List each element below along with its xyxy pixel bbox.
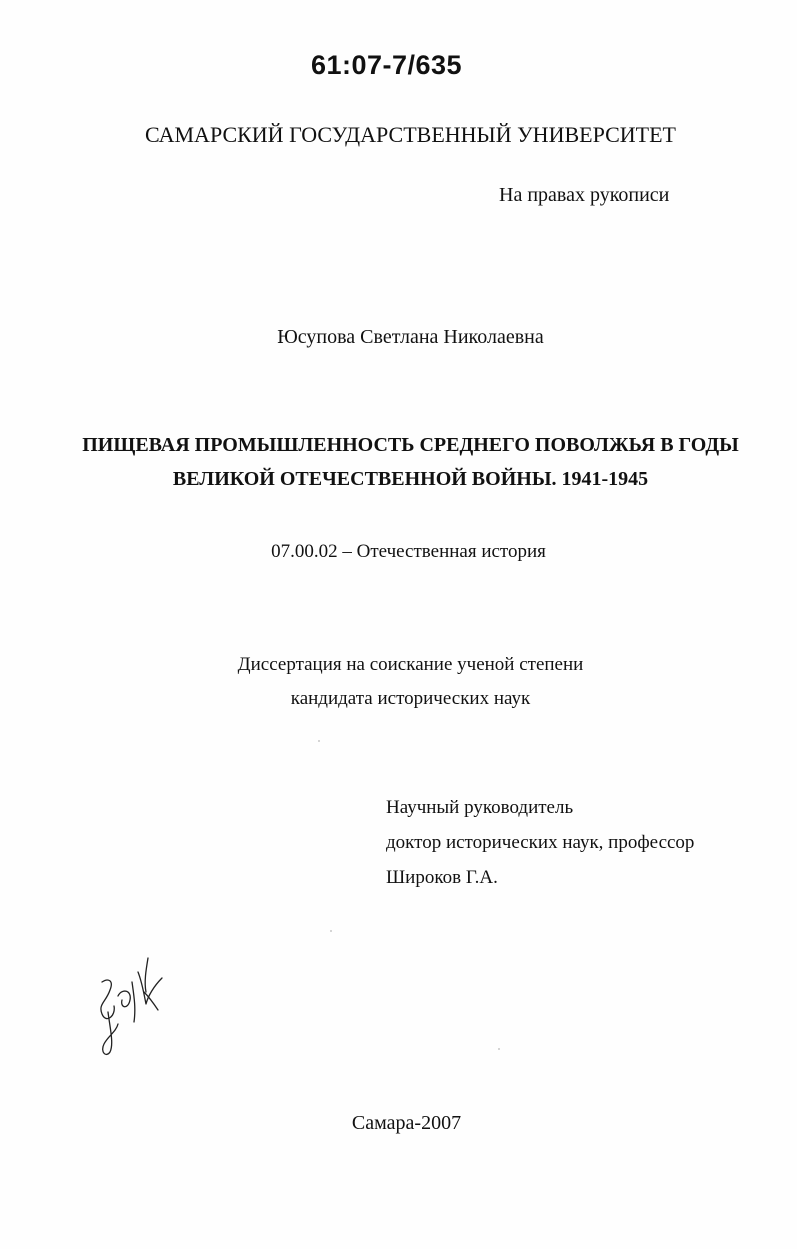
author-name-text: Юсупова Светлана Николаевна (277, 326, 544, 348)
university-name (0, 122, 797, 148)
supervisor-block (386, 790, 694, 895)
title-line-1: ПИЩЕВАЯ ПРОМЫШЛЕННОСТЬ СРЕДНЕГО ПОВОЛЖЬЯ В ГОДЫ (82, 434, 739, 456)
stamp-number-text: 61:07-7/635 (310, 50, 463, 80)
university-name-text: САМАРСКИЙ ГОСУДАРСТВЕННЫЙ УНИВЕРСИТЕТ (145, 122, 676, 147)
specialty-code (0, 541, 797, 563)
degree-line-1: Диссертация на соискание ученой степени (237, 654, 584, 675)
specialty-text: 07.00.02 – Отечественная история (271, 541, 546, 562)
scan-speck (498, 1048, 500, 1050)
scan-speck (330, 930, 332, 932)
author-name (0, 326, 797, 349)
scan-speck (318, 740, 320, 742)
supervisor-role: Научный руководитель (386, 797, 574, 818)
dissertation-title (0, 428, 797, 496)
city-year-text: Самара-2007 (351, 1112, 462, 1134)
rights-note: На правах рукописи (499, 184, 670, 206)
supervisor-name: Широков Г.А. (386, 867, 498, 888)
archive-stamp-number (0, 50, 797, 81)
supervisor-degree: доктор исторических наук, профессор (386, 832, 695, 853)
title-line-2: ВЕЛИКОЙ ОТЕЧЕСТВЕННОЙ ВОЙНЫ. 1941-1945 (172, 468, 649, 490)
city-year (0, 1112, 797, 1135)
handwritten-signature (88, 952, 178, 1062)
degree-line-2: кандидата исторических наук (290, 688, 531, 709)
degree-statement (0, 648, 797, 716)
